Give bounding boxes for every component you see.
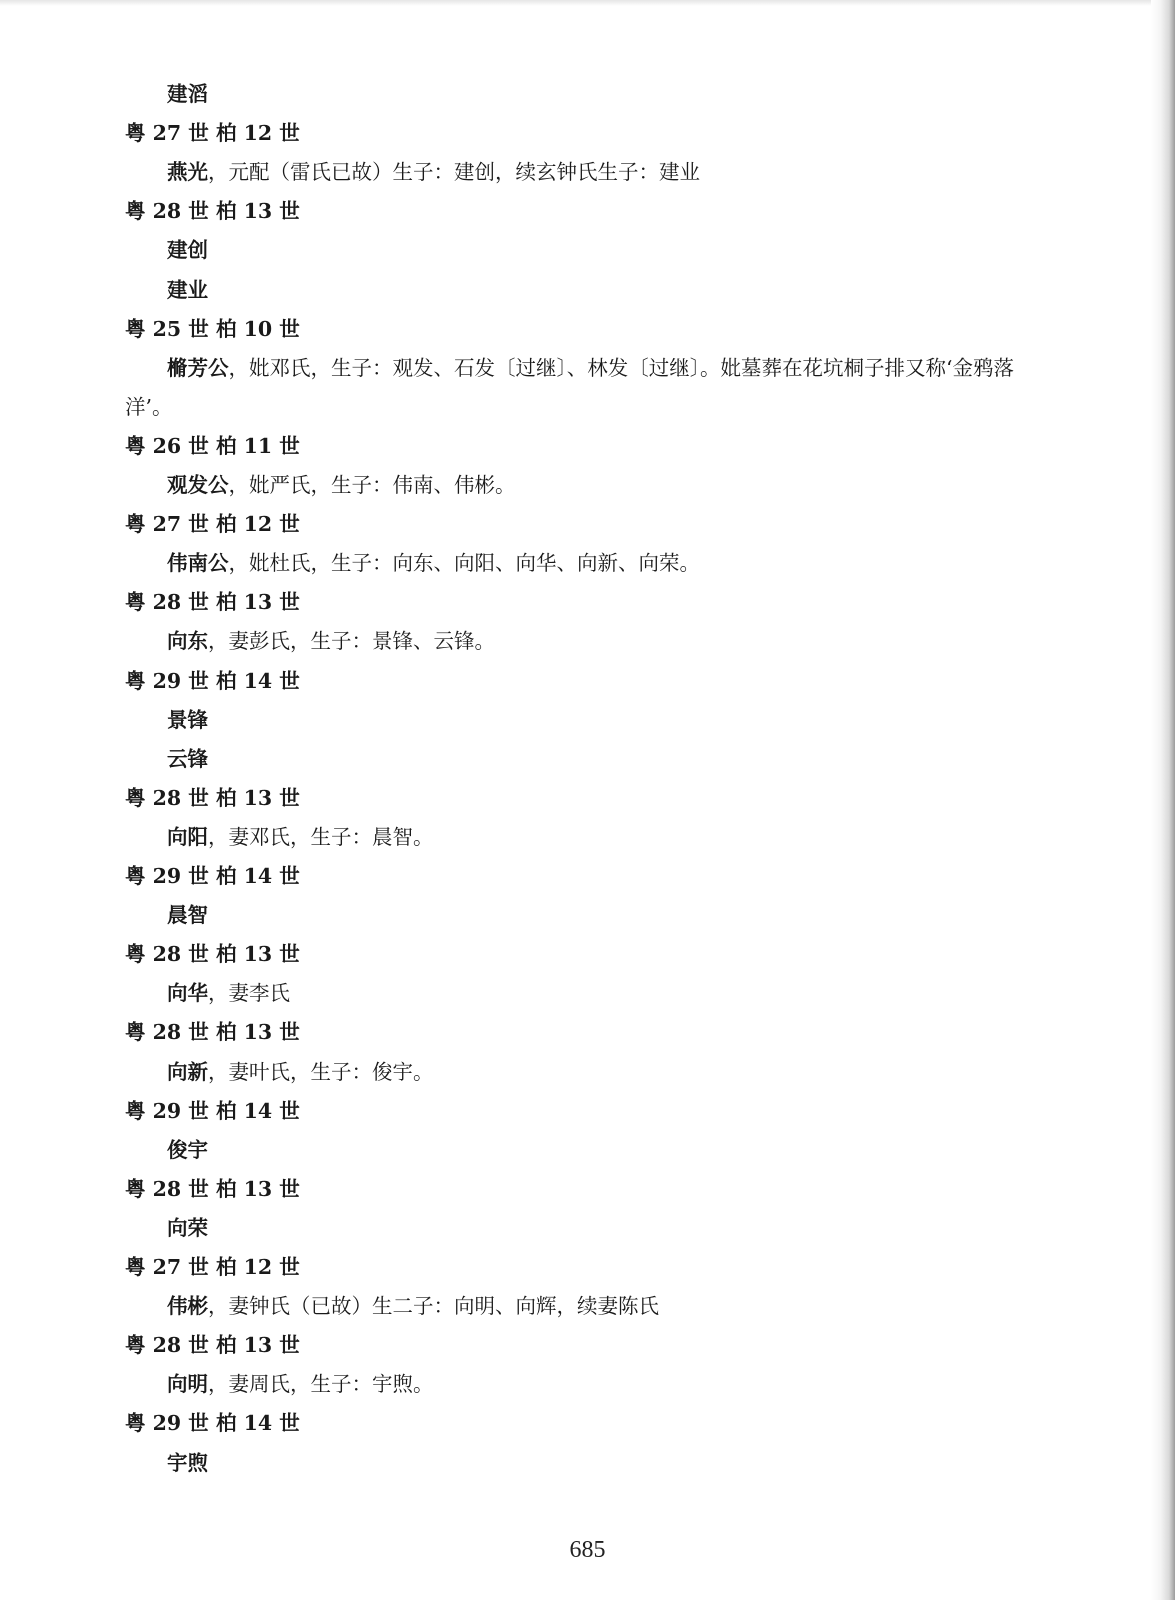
person-entry (167, 1214, 208, 1242)
person-name: 俊宇 (167, 1137, 208, 1162)
person-name: 燕光 (167, 160, 208, 185)
scan-top-edge (0, 0, 1175, 6)
person-entry (167, 745, 208, 773)
scan-right-edge (1151, 0, 1175, 1600)
person-entry (167, 1136, 208, 1164)
person-entry (167, 276, 208, 304)
person-entry (167, 471, 516, 499)
person-details: ，妻邓氏，生子：晨智。 (208, 824, 434, 849)
page-number: 685 (569, 1537, 606, 1563)
generation-heading: 粤 28 世 柏 13 世 (125, 942, 300, 967)
generation-heading: 粤 29 世 柏 14 世 (125, 668, 300, 693)
generation-heading: 粤 27 世 柏 12 世 (125, 1255, 300, 1279)
person-entry (167, 236, 208, 264)
person-entry (167, 979, 290, 1007)
generation-heading: 粤 27 世 柏 12 世 (125, 512, 300, 537)
person-details: ，妻李氏 (208, 981, 290, 1006)
person-name: 向荣 (167, 1215, 208, 1240)
person-details: ，元配（雷氏已故）生子：建创，续玄钟氏生子：建业 (208, 160, 700, 185)
person-entry (167, 549, 700, 577)
person-entry (167, 80, 208, 108)
person-name: 宇煦 (167, 1450, 208, 1475)
person-entry (167, 1058, 434, 1086)
person-name: 伟南公 (167, 551, 229, 576)
person-name: 伟彬 (167, 1294, 208, 1319)
person-details: ，妣杜氏，生子：向东、向阳、向华、向新、向荣。 (228, 551, 700, 576)
person-name: 向新 (167, 1059, 208, 1084)
person-details: ，妣邓氏，生子：观发、石发〔过继〕、林发〔过继〕。妣墓葬在花坑桐子排又称‘金鸦落 (228, 355, 1015, 380)
person-name: 云锋 (167, 746, 208, 771)
person-name: 向东 (167, 629, 208, 654)
person-entry (167, 823, 434, 851)
person-entry (167, 158, 700, 186)
person-entry (167, 354, 1014, 382)
generation-heading: 粤 28 世 柏 13 世 (125, 1176, 300, 1201)
person-details: ，妻钟氏（已故）生二子：向明、向辉，续妻陈氏 (208, 1294, 659, 1319)
person-name: 樇芳公 (167, 355, 229, 380)
person-name: 景锋 (167, 707, 208, 732)
generation-heading: 粤 28 世 柏 13 世 (125, 785, 300, 810)
generation-heading: 粤 28 世 柏 13 世 (125, 1333, 300, 1358)
person-name: 晨智 (167, 903, 208, 928)
generation-heading: 粤 26 世 柏 11 世 (125, 433, 300, 458)
generation-heading: 粤 28 世 柏 13 世 (125, 1020, 300, 1045)
generation-heading: 粤 28 世 柏 13 世 (125, 199, 300, 224)
generation-heading: 粤 28 世 柏 13 世 (125, 590, 300, 615)
person-name: 观发公 (167, 473, 229, 497)
continuation-text: 洋’。 (125, 394, 173, 419)
person-name: 向明 (167, 1372, 208, 1397)
person-entry (167, 627, 495, 655)
person-name: 建业 (167, 277, 208, 302)
person-name: 建滔 (167, 82, 208, 106)
person-name: 向华 (167, 981, 208, 1006)
generation-heading: 粤 29 世 柏 14 世 (125, 1098, 300, 1123)
person-details: ，妻彭氏，生子：景锋、云锋。 (208, 629, 495, 654)
person-entry (167, 1370, 434, 1398)
person-name: 向阳 (167, 824, 208, 849)
generation-heading: 粤 29 世 柏 14 世 (125, 864, 300, 888)
person-entry (167, 706, 208, 734)
generation-heading: 粤 25 世 柏 10 世 (125, 316, 300, 341)
person-name: 建创 (167, 238, 208, 263)
person-entry (167, 1449, 208, 1477)
person-entry (167, 901, 208, 929)
generation-heading: 粤 29 世 柏 14 世 (125, 1411, 300, 1436)
person-entry (167, 1292, 659, 1320)
person-details: ，妻叶氏，生子：俊宇。 (208, 1059, 434, 1084)
person-details: ，妻周氏，生子：宇煦。 (208, 1372, 434, 1397)
person-details: ，妣严氏，生子：伟南、伟彬。 (228, 473, 516, 497)
generation-heading: 粤 27 世 柏 12 世 (125, 121, 300, 146)
